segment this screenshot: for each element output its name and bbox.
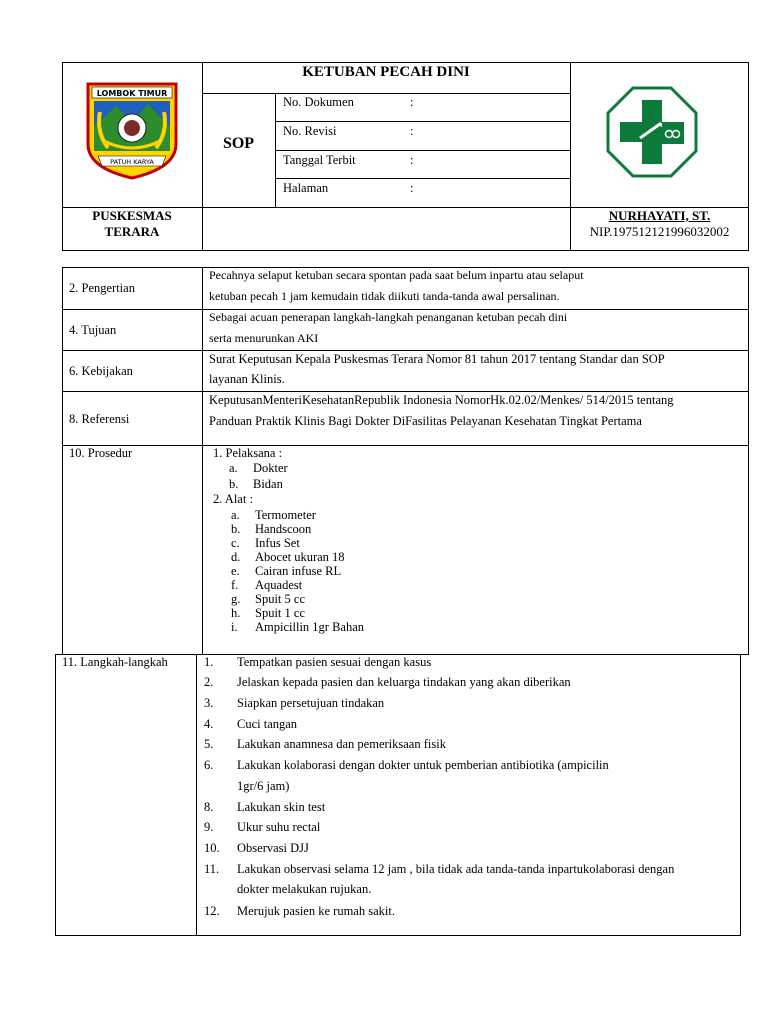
step-item: 12. Merujuk pasien ke rumah sakit.	[204, 904, 395, 918]
list-item: b. Handscoon	[231, 522, 312, 536]
step-item: 11. Lakukan observasi selama 12 jam , bila tidak ada tanda-tanda inpartukolaborasi dengan	[204, 862, 675, 876]
signer-nip: NIP.197512121996032002	[589, 224, 730, 239]
tujuan-text-2: serta menurunkan AKI	[209, 331, 319, 345]
list-item: d. Abocet ukuran 18	[231, 550, 345, 564]
list-item: g. Spuit 5 cc	[231, 592, 305, 606]
step-item: 6. Lakukan kolaborasi dengan dokter untuk pemberian antibiotika (ampicilin	[204, 758, 609, 772]
field-tanggal-terbit: Tanggal Terbit	[283, 153, 356, 167]
kebijakan-text-2: layanan Klinis.	[209, 372, 285, 386]
label-langkah: 11. Langkah-langkah	[62, 655, 168, 669]
step-item: 1. Tempatkan pasien sesuai dengan kasus	[204, 655, 432, 669]
step-item: 5. Lakukan anamnesa dan pemeriksaan fisik	[204, 737, 446, 751]
list-item: a. Dokter	[229, 461, 288, 475]
referensi-text-2: Panduan Praktik Klinis Bagi Dokter DiFasilitas Pelayanan Kesehatan Tingkat Pertama	[209, 414, 642, 428]
field-no-revisi: No. Revisi	[283, 124, 337, 138]
label-pengertian: 2. Pengertian	[69, 281, 135, 295]
field-no-dokumen-sep: :	[410, 95, 414, 109]
document-title: KETUBAN PECAH DINI	[302, 64, 470, 80]
content-table	[62, 267, 749, 655]
pengertian-text-2: ketuban pecah 1 jam kemudain tidak diikuti tanda-tanda awal persalinan.	[209, 289, 560, 303]
label-referensi: 8. Referensi	[69, 412, 130, 426]
logo-ribbon-text: PATUH KARYA	[110, 158, 154, 166]
field-halaman-sep: :	[410, 181, 414, 195]
label-tujuan: 4. Tujuan	[69, 323, 117, 337]
step-item: dokter melakukan rujukan.	[237, 882, 372, 896]
list-item: b. Bidan	[229, 477, 283, 491]
list-item: f. Aquadest	[231, 578, 303, 592]
field-halaman: Halaman	[283, 181, 329, 195]
kebijakan-text-1: Surat Keputusan Kepala Puskesmas Terara Nomor 81 tahun 2017 tentang Standar dan SOP	[209, 352, 665, 366]
step-item: 1gr/6 jam)	[237, 779, 290, 793]
step-item: 4. Cuci tangan	[204, 717, 298, 731]
field-tanggal-terbit-sep: :	[410, 153, 414, 167]
list-item: i. Ampicillin 1gr Bahan	[231, 620, 365, 634]
step-item: 2. Jelaskan kepada pasien dan keluarga tindakan yang akan diberikan	[204, 675, 571, 689]
step-item: 3. Siapkan persetujuan tindakan	[204, 696, 385, 710]
step-item: 8. Lakukan skin test	[204, 800, 326, 814]
step-item: 10. Observasi DJJ	[204, 841, 309, 855]
referensi-text-1: KeputusanMenteriKesehatanRepublik Indonesia NomorHk.02.02/Menkes/ 514/2015 tentang	[209, 393, 674, 407]
pelaksana-title: 1. Pelaksana :	[213, 446, 283, 460]
field-no-revisi-sep: :	[410, 124, 414, 138]
list-item: a. Termometer	[231, 508, 316, 522]
list-item: h. Spuit 1 cc	[231, 606, 305, 620]
org-name-line2: TERARA	[104, 224, 160, 239]
label-prosedur: 10. Prosedur	[69, 446, 133, 460]
tujuan-text-1: Sebagai acuan penerapan langkah-langkah penanganan ketuban pecah dini	[209, 310, 568, 324]
pengertian-text-1: Pecahnya selaput ketuban secara spontan pada saat belum inpartu atau selaput	[209, 268, 584, 282]
logo-top-text: LOMBOK TIMUR	[96, 89, 168, 98]
alat-title: 2. Alat :	[213, 492, 253, 506]
sop-label: SOP	[222, 135, 255, 152]
signer-name: NURHAYATI, ST.	[608, 208, 711, 223]
org-name-line1: PUSKESMAS	[92, 208, 172, 223]
list-item: e. Cairan infuse RL	[231, 564, 342, 578]
list-item: c. Infus Set	[231, 536, 300, 550]
steps-table	[55, 654, 741, 936]
field-no-dokumen: No. Dokumen	[283, 95, 354, 109]
lombok-timur-logo	[86, 82, 178, 180]
label-kebijakan: 6. Kebijakan	[69, 364, 133, 378]
puskesmas-cross-icon	[606, 86, 698, 178]
step-item: 9. Ukur suhu rectal	[204, 820, 321, 834]
